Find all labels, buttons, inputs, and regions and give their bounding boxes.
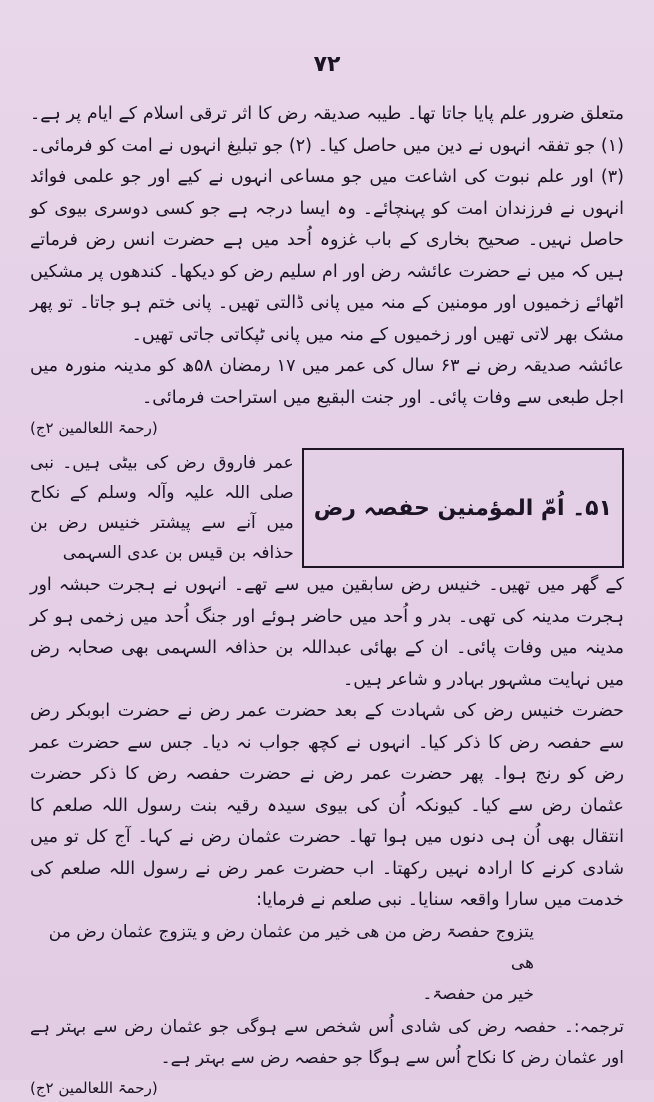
paragraph-khunais: کے گھر میں تھیں۔ خنیس رض سابقین میں سے تھے۔ انہوں نے ہجرت حبشہ اور ہجرت مدینہ کی تھی۔ بدر و اُحد میں حاضر ہوئے اور جنگ اُحد میں زخمی ہو کر مدینہ میں وفات پائی۔ ان کے بھائی عبداللہ بن حذافہ السہمی بھی صحابہ رض میں نہایت مشہور بہادر و شاعر ہیں۔	[30, 575, 624, 690]
translation-text: حفصہ رض کی شادی اُس شخص سے ہوگی جو عثمان رض سے بہتر ہے اور عثمان رض کا نکاح اُس سے ہوگا جو حفصہ رض سے بہتر ہے۔	[30, 1016, 624, 1068]
paragraph-aisha-death: عائشہ صدیقہ رض نے ۶۳ سال کی عمر میں ۱۷ رمضان ۵۸ھ کو مدینہ منورہ میں اجل طبعی سے وفات پائی۔ اور جنت البقیع میں استراحت فرمائی۔	[30, 356, 624, 408]
citation-aisha: (رحمۃ اللعالمین ۲ج)	[30, 419, 158, 437]
translation-paragraph	[30, 1012, 624, 1074]
arabic-quote-line-2: خیر من حفصۃ۔	[422, 983, 534, 1004]
section-heading-hafsa: ۵۱۔ اُمّ المؤمنین حفصہ رض	[302, 448, 624, 568]
paragraph-marriage-story: حضرت خنیس رض کی شہادت کے بعد حضرت عمر رض نے حضرت ابوبکر رض سے حفصہ رض کا ذکر کیا۔ انہوں نے کچھ جواب نہ دیا۔ جس سے حضرت عمر رض کو رنج ہوا۔ پھر حضرت عمر رض نے حضرت حفصہ رض کا ذکر حضرت عثمان رض سے کیا۔ کیونکہ اُن کی بیوی سیدہ رقیہ بنت رسول اللہ صلعم کا انتقال بھی اُن ہی دنوں میں ہوا تھا۔ حضرت عثمان رض نے کہا۔ آج کل تو میں شادی کرنے کا ارادہ نہیں رکھتا۔ اب حضرت عمر رض نے رسول اللہ صلعم کی خدمت میں سارا واقعہ سنایا۔ نبی صلعم نے فرمایا:	[30, 701, 624, 910]
section-hafsa-header	[30, 448, 624, 568]
paragraph-aisha-contribution: متعلق ضرور علم پایا جاتا تھا۔ طیبہ صدیقہ رض کا اثر ترقی اسلام کے ایام پر ہے۔ (۱) جو تفقہ انہوں نے دین میں حاصل کیا۔ (۲) جو تبلیغ انہوں نے امت کو فرمائی۔ (۳) اور علم نبوت کی اشاعت میں جو مساعی انہوں نے کیے اور جو علمی فوائد انہوں نے فرزندان امت کو پہنچائے۔ وہ ایسا درجہ ہے جو کسی دوسری بیوی کو حاصل نہیں۔ صحیح بخاری کے باب غزوہ اُحد میں ہے حضرت انس رض فرماتے ہیں کہ میں نے حضرت عائشہ رض اور ام سلیم رض کو دیکھا۔ کندھوں پر مشکیں اٹھائے زخمیوں اور مومنین کے منہ میں پانی ڈالتی تھیں۔ پانی ختم ہو جاتا۔ تو پھر مشک بھر لاتی تھیں اور زخمیوں کے منہ میں پانی ٹپکاتی جاتی تھیں۔	[30, 104, 624, 345]
translation-label: ترجمہ:۔	[563, 1016, 625, 1037]
section-intro-text: عمر فاروق رض کی بیٹی ہیں۔ نبی صلی اللہ علیہ وآلہ وسلم کے نکاح میں آنے سے پیشتر خنیس رض بن حذافہ بن قیس بن عدی السہمی	[30, 453, 294, 563]
citation-hafsa: (رحمۃ اللعالمین ۲ج)	[30, 1078, 158, 1097]
page-number: ۷۲	[313, 52, 341, 77]
arabic-quote-line-1: یتزوج حفصۃ رض من ھی خیر من عثمان رض و یتزوج عثمان رض من ھی	[48, 921, 534, 973]
